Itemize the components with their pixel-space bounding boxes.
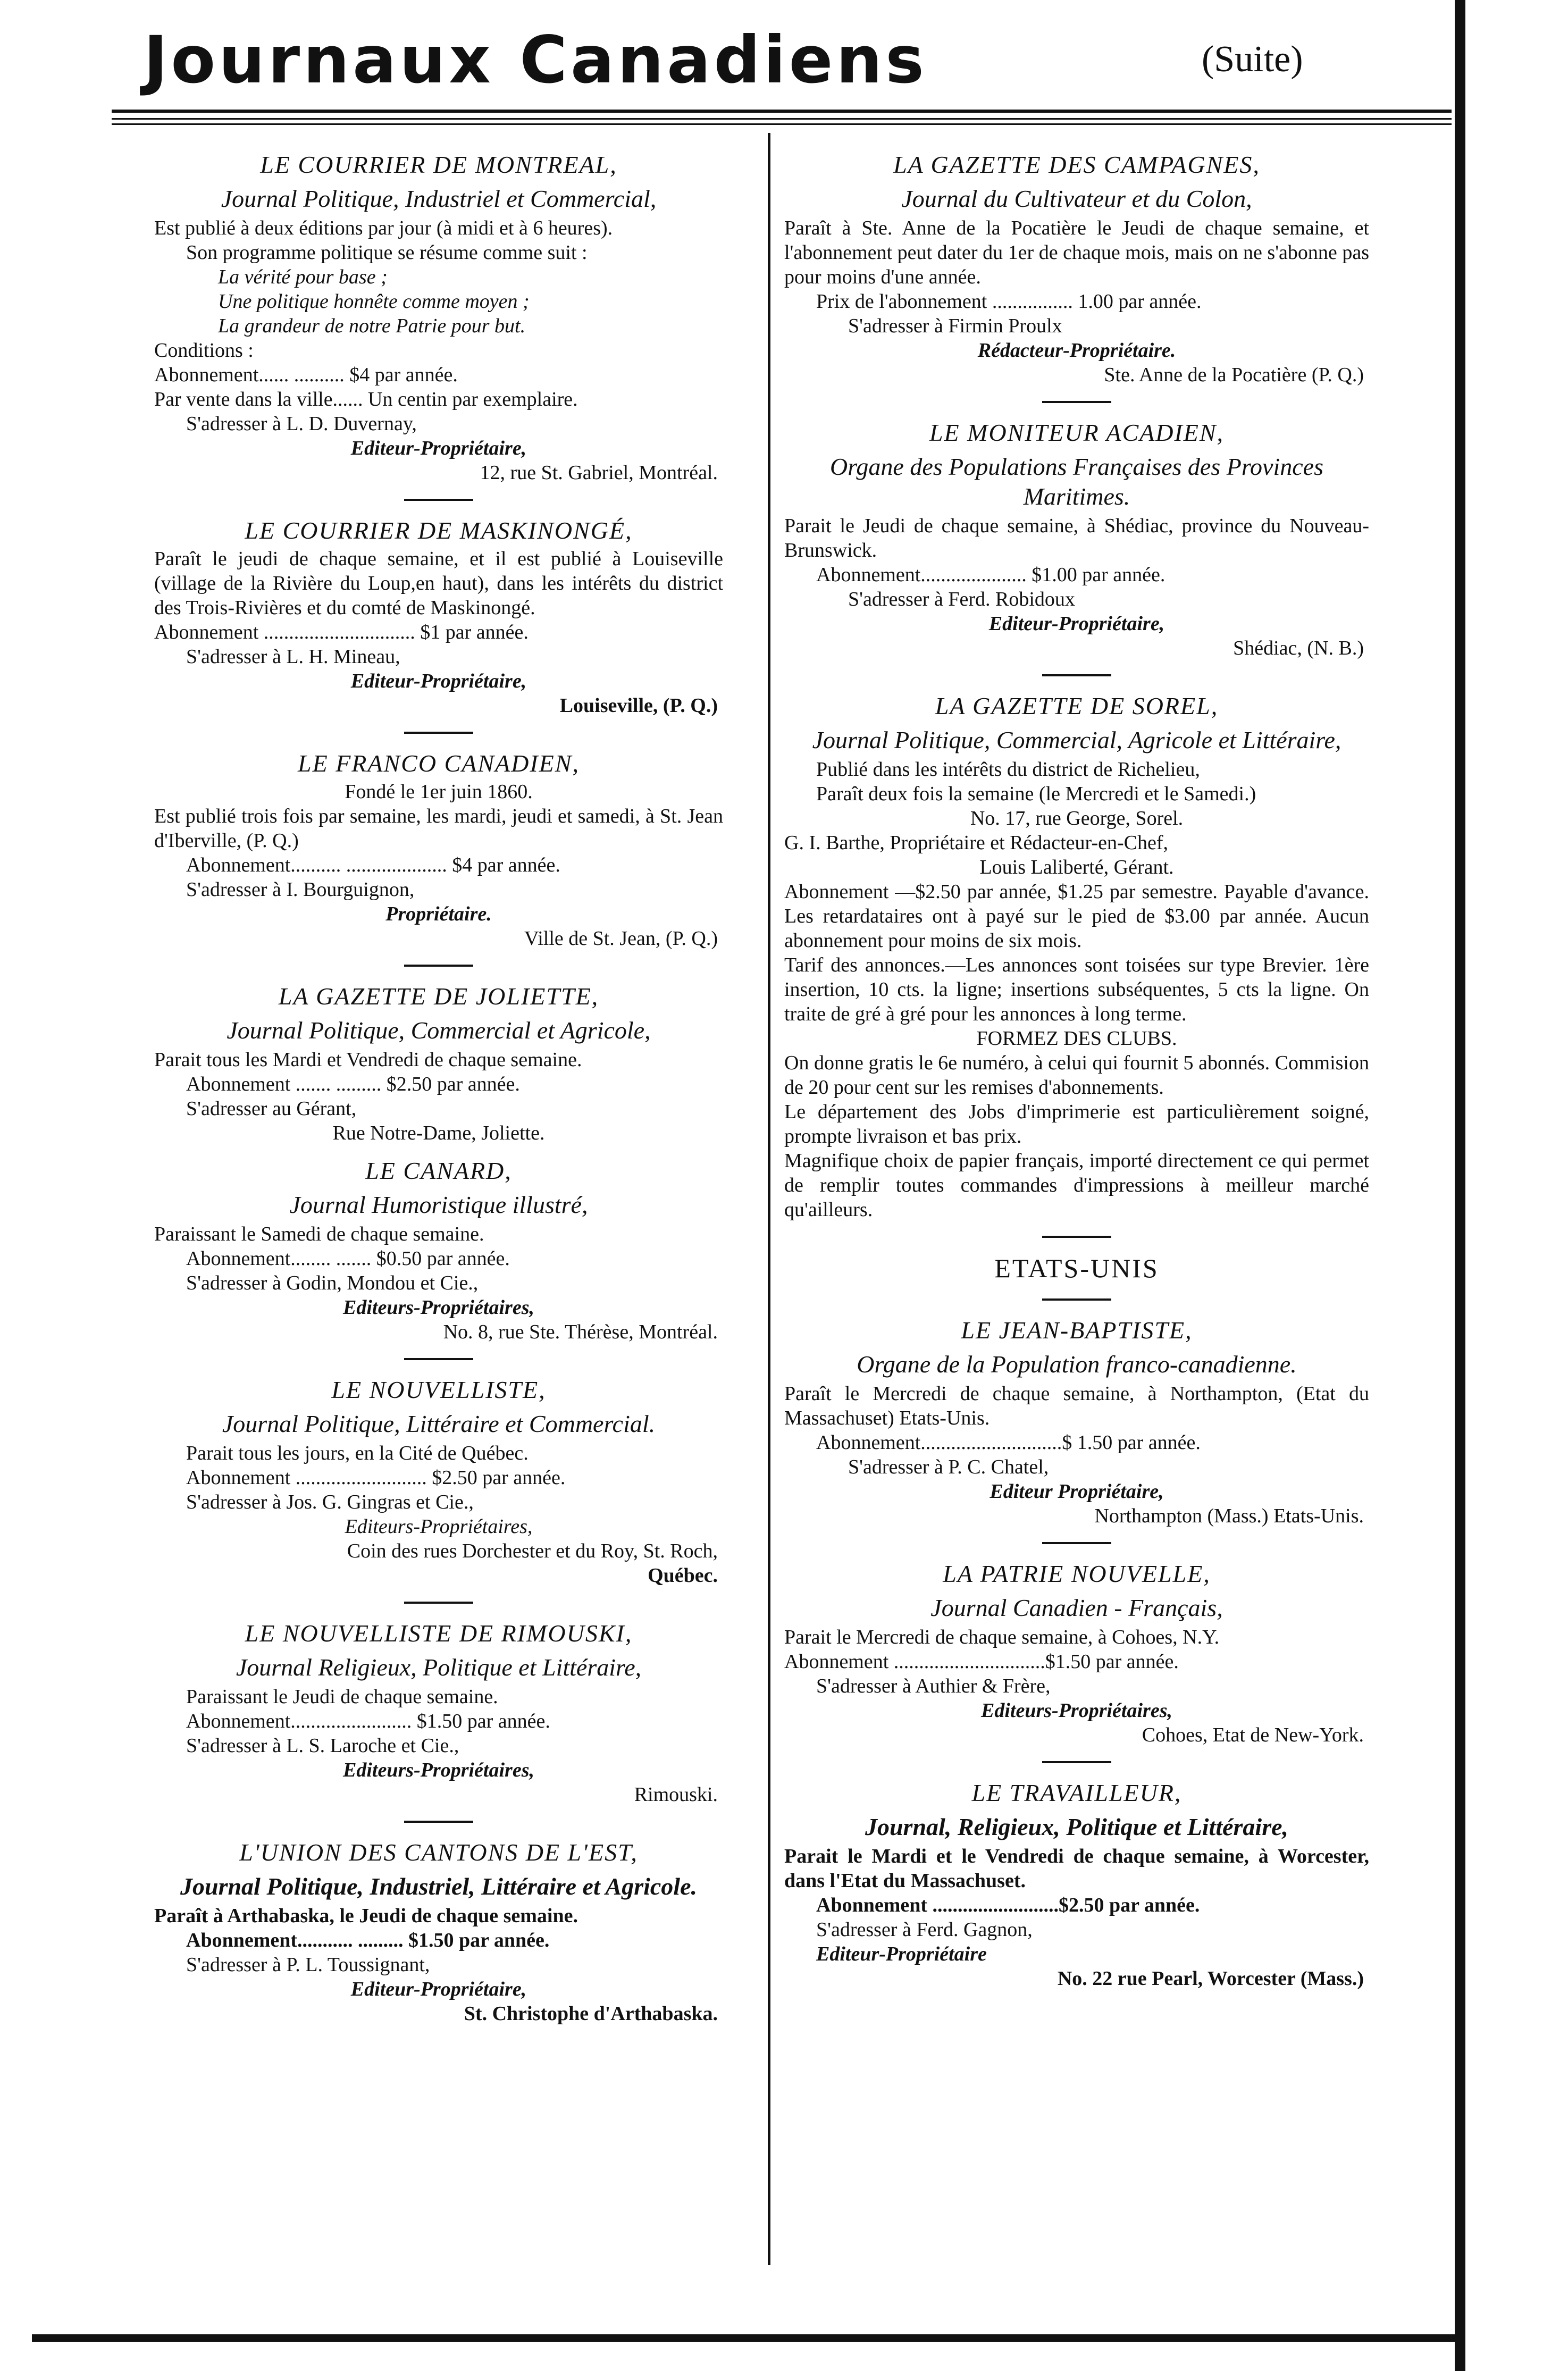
entry-subtitle: Journal Politique, Industriel, Littéraire et Agricole.: [180, 1873, 698, 1900]
entry-line: Paraît à Arthabaska, le Jeudi de chaque semaine.: [154, 1905, 578, 1927]
entry-line: Fondé le 1er juin 1860.: [345, 781, 533, 803]
entry-line: Abonnement........................ $1.50 par année.: [186, 1710, 550, 1732]
entry-line: Shédiac, (N. B.): [1233, 637, 1364, 659]
entry-line: Paraît à Ste. Anne de la Pocatière le Jeudi de chaque semaine, et l'abonnement peut dater du 1er de chaque mois, mais on ne s'abonne pas pour moins d'une année.: [784, 217, 1369, 288]
entry-line: Louis Laliberté, Gérant.: [979, 856, 1174, 878]
entry-line: On donne gratis le 6e numéro, à celui qui fournit 5 abonnés. Commision de 20 pour cent sur les remises d'abonnements.: [784, 1052, 1369, 1099]
entry-line: Une politique honnête comme moyen ;: [218, 290, 530, 313]
entry-subtitle: Journal Politique, Littéraire et Commercial.: [222, 1410, 656, 1437]
separator-rule: [1042, 401, 1111, 403]
entry-line: No. 8, rue Ste. Thérèse, Montréal.: [443, 1321, 718, 1343]
entry-line: Parait tous les jours, en la Cité de Québec.: [186, 1442, 529, 1464]
entry-title: LE CANARD,: [365, 1157, 512, 1184]
header-rule: [112, 118, 1452, 120]
suite-label: (Suite): [1202, 39, 1303, 80]
entry-nouvelliste: [154, 1374, 723, 1588]
separator-rule: [404, 965, 473, 967]
separator-rule: [1042, 1761, 1111, 1763]
right-column: [784, 149, 1369, 2000]
entry-patrie-nouvelle: [784, 1558, 1369, 1747]
entry-line: Abonnement —$2.50 par année, $1.25 par semestre. Payable d'avance. Les retardataires ont à payé sur le pied de $3.00 par année. Aucun abonnement pour moins de six mois.: [784, 881, 1369, 952]
entry-title: LA GAZETTE DE JOLIETTE,: [278, 983, 599, 1010]
entry-line: No. 17, rue George, Sorel.: [970, 807, 1184, 830]
section-heading-etats-unis: ETATS-UNIS: [994, 1253, 1159, 1283]
entry-line: Paraît deux fois la semaine (le Mercredi et le Samedi.): [816, 783, 1256, 805]
entry-line: S'adresser à Godin, Mondou et Cie.,: [186, 1272, 479, 1294]
entry-line: S'adresser à Firmin Proulx: [848, 315, 1062, 337]
entry-line: FORMEZ DES CLUBS.: [976, 1027, 1177, 1050]
entry-line: S'adresser à Authier & Frère,: [816, 1675, 1051, 1697]
entry-line: S'adresser à P. L. Toussignant,: [186, 1954, 430, 1976]
entry-franco-canadien: [154, 748, 723, 951]
left-column: [154, 149, 723, 2035]
entry-line: Editeur-Propriétaire: [816, 1943, 987, 1965]
entry-line: Abonnement...... .......... $4 par année.: [154, 364, 458, 386]
entry-line: Abonnement.......... .................... $4 par année.: [186, 854, 560, 876]
entry-courrier-montreal: [154, 149, 723, 485]
entry-subtitle: Journal Canadien - Français,: [930, 1594, 1223, 1621]
entry-title: L'UNION DES CANTONS DE L'EST,: [239, 1839, 638, 1866]
entry-gazette-joliette: [154, 981, 723, 1145]
entry-line: No. 22 rue Pearl, Worcester (Mass.): [1057, 1967, 1364, 1990]
entry-subtitle: Journal Humoristique illustré,: [289, 1191, 588, 1218]
entry-line: Abonnement ..............................$1.50 par année.: [784, 1651, 1179, 1673]
entry-line: S'adresser à L. S. Laroche et Cie.,: [186, 1735, 459, 1757]
entry-line: Le département des Jobs d'imprimerie est particulièrement soigné, prompte livraison et bas prix.: [784, 1101, 1369, 1147]
separator-rule: [404, 1602, 473, 1604]
entry-title: LE COURRIER DE MONTREAL,: [260, 151, 617, 178]
separator-rule: [1042, 1298, 1111, 1301]
entry-line: Publié dans les intérêts du district de Richelieu,: [816, 758, 1200, 781]
entry-line: Abonnement............................$ 1.50 par année.: [816, 1431, 1201, 1454]
entry-subtitle: Journal, Religieux, Politique et Littéraire,: [865, 1813, 1289, 1840]
entry-line: Editeur-Propriétaire,: [988, 613, 1165, 635]
entry-line: 12, rue St. Gabriel, Montréal.: [480, 462, 718, 484]
entry-title: LE JEAN-BAPTISTE,: [961, 1317, 1193, 1344]
entry-line: Abonnement .............................. $1 par année.: [154, 621, 529, 643]
entry-title: LE MONITEUR ACADIEN,: [929, 419, 1225, 446]
entry-line: Est publié trois fois par semaine, les mardi, jeudi et samedi, à St. Jean d'Iberville, (P. Q.): [154, 805, 723, 852]
column-divider: [768, 133, 770, 2265]
entry-moniteur-acadien: [784, 417, 1369, 660]
entry-line: S'adresser à Jos. G. Gingras et Cie.,: [186, 1491, 474, 1513]
entry-line: Cohoes, Etat de New-York.: [1142, 1724, 1364, 1746]
entry-line: G. I. Barthe, Propriétaire et Rédacteur-en-Chef,: [784, 832, 1168, 854]
header-rule: [112, 110, 1452, 113]
entry-line: S'adresser à Ferd. Gagnon,: [816, 1918, 1033, 1941]
entry-union-cantons-est: [154, 1837, 723, 2026]
entry-line: Abonnement........... ......... $1.50 par année.: [186, 1929, 550, 1951]
entry-line: Rédacteur-Propriétaire.: [977, 339, 1176, 362]
entry-line: La vérité pour base ;: [218, 266, 388, 288]
separator-rule: [404, 1358, 473, 1360]
entry-title: LA GAZETTE DES CAMPAGNES,: [893, 151, 1260, 178]
entry-line: Abonnement ....... ......... $2.50 par année.: [186, 1073, 520, 1095]
entry-line: Editeur-Propriétaire,: [350, 437, 527, 459]
separator-rule: [1042, 1542, 1111, 1544]
entry-line: Editeurs-Propriétaires,: [343, 1296, 534, 1319]
entry-travailleur: [784, 1777, 1369, 1991]
entry-title: LE FRANCO CANADIEN,: [298, 750, 580, 777]
entry-line: Paraît le Mercredi de chaque semaine, à Northampton, (Etat du Massachuset) Etats-Unis.: [784, 1383, 1369, 1429]
entry-line: S'adresser à P. C. Chatel,: [848, 1456, 1049, 1478]
entry-line: Rue Notre-Dame, Joliette.: [332, 1122, 545, 1144]
entry-line: S'adresser à I. Bourguignon,: [186, 878, 415, 901]
separator-rule: [404, 1821, 473, 1823]
entry-line: Editeur-Propriétaire,: [350, 1978, 527, 2000]
entry-line: Magnifique choix de papier français, importé directement ce qui permet de remplir toutes commandes d'impressions à meilleur marché qu'ailleurs.: [784, 1150, 1369, 1221]
entry-line: Parait le Mercredi de chaque semaine, à Cohoes, N.Y.: [784, 1626, 1220, 1648]
entry-line: Editeurs-Propriétaires,: [343, 1759, 534, 1781]
entry-line: Paraissant le Jeudi de chaque semaine.: [186, 1686, 498, 1708]
entry-line: Abonnement .......................... $2.50 par année.: [186, 1467, 566, 1489]
entry-line: Editeur Propriétaire,: [990, 1480, 1164, 1503]
entry-jean-baptiste: [784, 1314, 1369, 1528]
separator-rule: [1042, 1236, 1111, 1238]
entry-subtitle: Organe de la Population franco-canadienne.: [857, 1351, 1297, 1378]
entry-subtitle: Journal Politique, Commercial, Agricole et Littéraire,: [812, 726, 1341, 753]
entry-line: Coin des rues Dorchester et du Roy, St. Roch,: [347, 1540, 718, 1562]
entry-line: Québec.: [648, 1564, 718, 1587]
entry-line: Est publié à deux éditions par jour (à midi et à 6 heures).: [154, 217, 613, 239]
entry-line: Paraissant le Samedi de chaque semaine.: [154, 1223, 484, 1245]
entry-line: Tarif des annonces.—Les annonces sont toisées sur type Brevier. 1ère insertion, 10 cts. la ligne; insertions subséquentes, 5 cts la ligne. On traite de gré à gré pour les annonces à long terme.: [784, 954, 1369, 1025]
entry-line: Abonnement .........................$2.50 par année.: [816, 1894, 1200, 1916]
entry-line: S'adresser à L. D. Duvernay,: [186, 413, 417, 435]
entry-nouvelliste-rimouski: [154, 1618, 723, 1807]
separator-rule: [404, 499, 473, 501]
entry-title: LE NOUVELLISTE DE RIMOUSKI,: [245, 1620, 633, 1647]
entry-line: Par vente dans la ville...... Un centin par exemplaire.: [154, 388, 578, 410]
page-frame-right: [1455, 0, 1465, 2371]
entry-line: S'adresser au Gérant,: [186, 1097, 357, 1120]
entry-line: La grandeur de notre Patrie pour but.: [218, 315, 526, 337]
entry-canard: [154, 1155, 723, 1344]
entry-line: Editeur-Propriétaire,: [350, 670, 527, 692]
entry-subtitle: Journal du Cultivateur et du Colon,: [901, 185, 1252, 212]
entry-subtitle: Journal Politique, Commercial et Agricole,: [227, 1017, 651, 1044]
entry-line: Abonnement........ ....... $0.50 par année.: [186, 1247, 510, 1270]
page-frame-bottom: [32, 2334, 1465, 2342]
entry-line: Rimouski.: [634, 1783, 718, 1806]
entry-subtitle: Organe des Populations Françaises des Provinces Maritimes.: [830, 453, 1323, 510]
header-rule: [112, 123, 1452, 125]
entry-title: LA GAZETTE DE SOREL,: [935, 692, 1219, 719]
entry-line: Louiseville, (P. Q.): [559, 694, 718, 717]
entry-subtitle: Journal Religieux, Politique et Littéraire,: [236, 1654, 642, 1681]
entry-line: Editeurs-Propriétaires,: [981, 1699, 1172, 1722]
separator-rule: [404, 732, 473, 734]
entry-gazette-sorel: [784, 690, 1369, 1222]
entry-line: Son programme politique se résume comme suit :: [186, 241, 588, 264]
entry-line: Paraît le jeudi de chaque semaine, et il est publié à Louiseville (village de la Rivière du Loup,en haut), dans les intérêts du district des Trois-Rivières et du comté de Maskinongé.: [154, 548, 723, 619]
entry-subtitle: Journal Politique, Industriel et Commercial,: [221, 185, 657, 212]
entry-line: Abonnement..................... $1.00 par année.: [816, 564, 1165, 586]
entry-line: Parait le Mardi et le Vendredi de chaque semaine, à Worcester, dans l'Etat du Massachuset.: [784, 1845, 1369, 1892]
entry-title: LA PATRIE NOUVELLE,: [943, 1560, 1211, 1587]
entry-line: Conditions :: [154, 339, 254, 362]
entry-title: LE TRAVAILLEUR,: [971, 1779, 1182, 1806]
entry-line: Prix de l'abonnement ................ 1.00 par année.: [816, 290, 1202, 313]
entry-line: S'adresser à L. H. Mineau,: [186, 646, 400, 668]
entry-line: Editeurs-Propriétaires,: [345, 1515, 533, 1538]
entry-line: St. Christophe d'Arthabaska.: [464, 2003, 718, 2025]
entry-line: S'adresser à Ferd. Robidoux: [848, 588, 1075, 610]
entry-line: Parait tous les Mardi et Vendredi de chaque semaine.: [154, 1049, 582, 1071]
entry-gazette-campagnes: [784, 149, 1369, 387]
masthead-title: Journaux Canadiens: [144, 22, 927, 98]
separator-rule: [1042, 674, 1111, 676]
entry-line: Parait le Jeudi de chaque semaine, à Shédiac, province du Nouveau-Brunswick.: [784, 515, 1369, 562]
page-header: [144, 22, 1452, 98]
entry-line: Ste. Anne de la Pocatière (P. Q.): [1104, 364, 1364, 386]
entry-line: Ville de St. Jean, (P. Q.): [524, 927, 718, 950]
entry-title: LE COURRIER DE MASKINONGÉ,: [245, 517, 633, 544]
entry-line: Propriétaire.: [385, 903, 492, 925]
entry-courrier-maskinonge: [154, 515, 723, 718]
entry-title: LE NOUVELLISTE,: [331, 1376, 546, 1403]
entry-line: Northampton (Mass.) Etats-Unis.: [1094, 1505, 1364, 1527]
